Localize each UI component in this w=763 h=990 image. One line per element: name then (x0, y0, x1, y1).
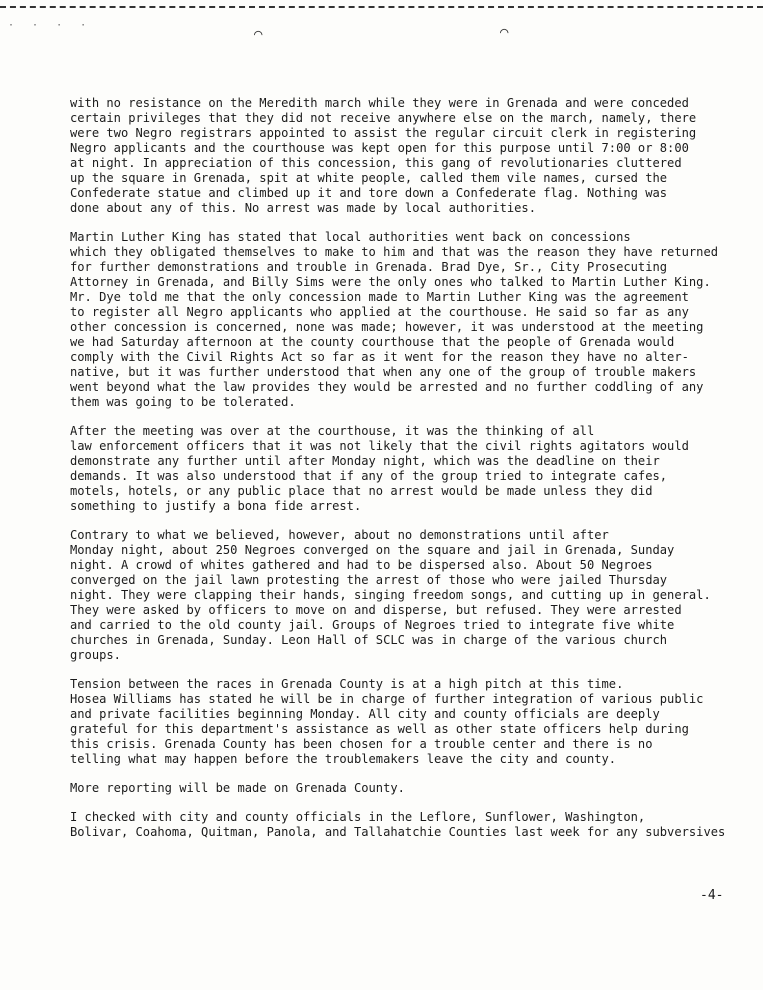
paragraph: with no resistance on the Meredith march while they were in Grenada and were conceded certain privileges that they did not receive anywhere else on the march, namely, there were two Negro registrars appointed to assist the regular circuit clerk in registering Negro applicants and the courthouse was kept open for this purpose until 7:00 or 8:00 at night. In appreciation of this concession, this gang of revolutionaries cluttered up the square in Grenada, spit at white people, called them vile names, cursed the Confederate statue and climbed up it and tore down a Confederate flag. Nothing was done about any of this. No arrest was made by local authorities. (70, 96, 697, 215)
paragraph: Tension between the races in Grenada County is at a high pitch at this time. Hosea Williams has stated he will be in charge of further integration of various public and private facilities beginning Monday. All city and county officials are deeply grateful for this department's assistance as well as other state officers help during this crisis. Grenada County has been chosen for a trouble center and there is no telling what may happen before the troublemakers leave the city and county. (70, 677, 704, 766)
document-body (70, 96, 756, 840)
paragraph: I checked with city and county officials in the Leflore, Sunflower, Washington, Bolivar, Coahoma, Quitman, Panola, and Tallahatchie Counties last week for any subversives (70, 810, 726, 839)
page-number: -4- (700, 888, 724, 903)
scan-specks: · · · · (8, 20, 93, 31)
paragraph: After the meeting was over at the courthouse, it was the thinking of all law enforcement officers that it was not likely that the civil rights agitators would demonstrate any further until after Monday night, which was the deadline on their demands. It was also understood that if any of the group tried to integrate cafes, motels, hotels, or any public place that no arrest would be made unless they did something to justify a bona fide arrest. (70, 424, 689, 513)
paragraph: Contrary to what we believed, however, about no demonstrations until after Monday night, about 250 Negroes converged on the square and jail in Grenada, Sunday night. A crowd of whites gathered and had to be dispersed also. About 50 Negroes converged on the jail lawn protesting the arrest of those who were jailed Thursday night. They were clapping their hands, singing freedom songs, and cutting up in general. They were asked by officers to move on and disperse, but refused. They were arrested and carried to the old county jail. Groups of Negroes tried to integrate five white churches in Grenada, Sunday. Leon Hall of SCLC was in charge of the various church groups. (70, 528, 711, 662)
scan-mark: ⌒ (500, 24, 509, 40)
scan-mark: ⌒ (254, 26, 263, 42)
scan-top-edge (0, 0, 763, 8)
paragraph: Martin Luther King has stated that local authorities went back on concessions which they obligated themselves to make to him and that was the reason they have returned for further demonstrations and trouble in Grenada. Brad Dye, Sr., City Prosecuting Attorney in Grenada, and Billy Sims were the only ones who talked to Martin Luther King. Mr. Dye told me that the only concession made to Martin Luther King was the agreement to register all Negro applicants who applied at the courthouse. He said so far as any other concession is concerned, none was made; however, it was understood at the meeting we had Saturday afternoon at the county courthouse that the people of Grenada would comply with the Civil Rights Act so far as it went for the reason they have no alter- native, but it was further understood that when any one of the group of trouble makers went beyond what the law provides they would be arrested and no further coddling of any them was going to be tolerated. (70, 230, 719, 409)
paragraph: More reporting will be made on Grenada County. (70, 781, 405, 795)
